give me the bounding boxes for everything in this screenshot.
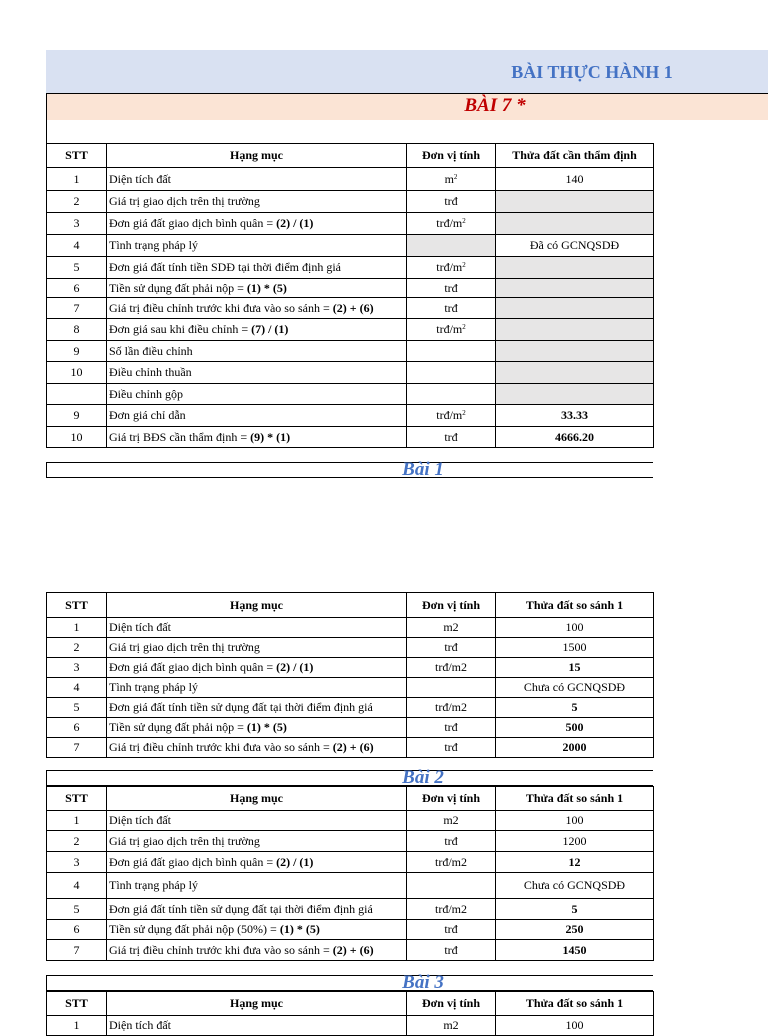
table-row xyxy=(47,940,654,961)
section-label-bai3: Bài 3 xyxy=(402,972,444,993)
item-text: Diện tích đất xyxy=(109,171,171,186)
row-value: 1200 xyxy=(496,831,654,852)
row-item xyxy=(107,298,407,319)
header-unit: Đơn vị tính xyxy=(407,593,496,618)
item-formula: (2) + (6) xyxy=(332,942,374,957)
header-stt: STT xyxy=(47,787,107,811)
item-formula: (9) * (1) xyxy=(250,429,291,444)
unit-text: trđ xyxy=(444,942,458,957)
item-text: Số lần điều chỉnh xyxy=(109,343,193,358)
header-value: Thửa đất so sánh 1 xyxy=(496,593,654,618)
row-value: 2000 xyxy=(496,738,654,758)
row-stt: 10 xyxy=(47,362,107,384)
row-item xyxy=(107,718,407,738)
row-item xyxy=(107,738,407,758)
item-text: Giá trị giao dịch trên thị trường xyxy=(109,640,260,654)
row-stt: 6 xyxy=(47,920,107,940)
row-stt: 9 xyxy=(47,341,107,362)
row-value: 100 xyxy=(496,618,654,638)
item-text: Tình trạng pháp lý xyxy=(109,238,198,252)
item-formula: (1) * (5) xyxy=(279,922,320,936)
table-row xyxy=(47,384,654,405)
table-row xyxy=(47,427,654,448)
row-item xyxy=(107,362,407,384)
row-unit xyxy=(407,298,496,319)
row-value: 100 xyxy=(496,1016,654,1036)
row-item xyxy=(107,852,407,873)
row-item xyxy=(107,405,407,427)
row-item xyxy=(107,920,407,940)
row-unit xyxy=(407,638,496,658)
row-item xyxy=(107,618,407,638)
unit-text: trđ/m2 xyxy=(435,854,467,869)
row-value xyxy=(496,213,654,235)
row-item xyxy=(107,235,407,257)
table-row xyxy=(47,618,654,638)
unit-text: trđ xyxy=(444,300,458,315)
item-formula: (2) + (6) xyxy=(332,740,374,754)
table-row xyxy=(47,738,654,758)
row-value xyxy=(496,279,654,298)
row-value: Chưa có GCNQSDĐ xyxy=(496,678,654,698)
unit-text: trđ/m2 xyxy=(435,901,467,916)
unit-text: trđ xyxy=(444,280,458,295)
row-value: 33.33 xyxy=(496,405,654,427)
item-text: Giá trị giao dịch trên thị trường xyxy=(109,833,260,848)
item-text: Đơn giá đất giao dịch bình quân = xyxy=(109,660,277,674)
row-item xyxy=(107,831,407,852)
header-value: Thửa đất so sánh 1 xyxy=(496,992,654,1016)
section-label-bai1: Bài 1 xyxy=(402,459,444,480)
item-formula: (7) / (1) xyxy=(251,322,289,336)
unit-text: m2 xyxy=(443,813,459,827)
row-unit xyxy=(407,678,496,698)
unit-superscript: 2 xyxy=(462,217,466,225)
row-value xyxy=(496,362,654,384)
table-header-row xyxy=(47,144,654,168)
row-stt: 1 xyxy=(47,618,107,638)
row-stt: 7 xyxy=(47,940,107,961)
row-value: 100 xyxy=(496,811,654,831)
table-row xyxy=(47,235,654,257)
row-stt: 1 xyxy=(47,168,107,191)
row-value xyxy=(496,384,654,405)
row-item xyxy=(107,698,407,718)
row-unit xyxy=(407,257,496,279)
header-stt: STT xyxy=(47,593,107,618)
row-stt: 5 xyxy=(47,257,107,279)
row-stt: 7 xyxy=(47,298,107,319)
row-item xyxy=(107,940,407,961)
unit-text: m2 xyxy=(443,1018,459,1032)
row-item xyxy=(107,341,407,362)
row-value: Đã có GCNQSDĐ xyxy=(496,235,654,257)
row-item xyxy=(107,899,407,920)
unit-text: m2 xyxy=(443,620,459,634)
row-stt: 4 xyxy=(47,678,107,698)
item-formula: (2) / (1) xyxy=(276,854,314,869)
header-item: Hạng mục xyxy=(107,992,407,1016)
unit-text: trđ/m xyxy=(436,216,463,230)
item-text: Đơn giá sau khi điều chỉnh = xyxy=(109,322,252,336)
unit-text: trđ/m2 xyxy=(435,660,467,674)
table-row xyxy=(47,279,654,298)
unit-text: trđ xyxy=(444,640,458,654)
table-row xyxy=(47,168,654,191)
row-item xyxy=(107,811,407,831)
table-row xyxy=(47,873,654,899)
table-row xyxy=(47,718,654,738)
item-text: Giá trị điều chỉnh trước khi đưa vào so sánh = xyxy=(109,740,333,754)
item-text: Điều chỉnh thuần xyxy=(109,365,192,379)
item-text: Đơn giá đất giao dịch bình quân = xyxy=(109,854,277,869)
row-unit xyxy=(407,718,496,738)
blank-row xyxy=(46,120,653,143)
row-item xyxy=(107,257,407,279)
row-unit xyxy=(407,618,496,638)
row-value: 5 xyxy=(496,899,654,920)
table-header-row xyxy=(47,593,654,618)
row-stt: 2 xyxy=(47,191,107,213)
row-unit xyxy=(407,213,496,235)
unit-text: trđ xyxy=(444,429,458,444)
row-unit xyxy=(407,920,496,940)
unit-superscript: 2 xyxy=(462,261,466,269)
unit-text: trđ/m2 xyxy=(435,700,467,714)
table-row xyxy=(47,920,654,940)
row-unit xyxy=(407,362,496,384)
row-stt: 5 xyxy=(47,698,107,718)
header-unit: Đơn vị tính xyxy=(407,144,496,168)
unit-text: trđ xyxy=(444,740,458,754)
row-value: 12 xyxy=(496,852,654,873)
row-stt: 6 xyxy=(47,718,107,738)
table-row xyxy=(47,658,654,678)
row-unit xyxy=(407,899,496,920)
row-stt: 4 xyxy=(47,873,107,899)
item-text: Đơn giá đất tính tiền sử dụng đất tại thời điểm định giá xyxy=(109,901,373,916)
row-stt: 10 xyxy=(47,427,107,448)
comparison-table-bai1 xyxy=(46,592,654,758)
row-unit xyxy=(407,341,496,362)
row-stt: 8 xyxy=(47,319,107,341)
row-value: 5 xyxy=(496,698,654,718)
table-row xyxy=(47,698,654,718)
comparison-table-bai3 xyxy=(46,991,654,1036)
item-formula: (1) * (5) xyxy=(246,720,287,734)
row-item xyxy=(107,427,407,448)
row-unit xyxy=(407,191,496,213)
row-stt: 5 xyxy=(47,899,107,920)
table-row xyxy=(47,341,654,362)
row-item xyxy=(107,168,407,191)
table-row xyxy=(47,831,654,852)
comparison-table-bai2 xyxy=(46,786,654,961)
table-row xyxy=(47,298,654,319)
row-unit xyxy=(407,235,496,257)
row-unit xyxy=(407,873,496,899)
table-row xyxy=(47,1016,654,1036)
item-formula: (2) / (1) xyxy=(276,216,314,230)
header-item: Hạng mục xyxy=(107,144,407,168)
header-stt: STT xyxy=(47,144,107,168)
header-item: Hạng mục xyxy=(107,787,407,811)
unit-text: trđ xyxy=(444,922,458,936)
row-unit xyxy=(407,168,496,191)
row-stt: 1 xyxy=(47,1016,107,1036)
table-header-row xyxy=(47,992,654,1016)
row-unit xyxy=(407,811,496,831)
row-item xyxy=(107,658,407,678)
item-text: Giá trị điều chỉnh trước khi đưa vào so sánh = xyxy=(109,300,333,315)
row-unit xyxy=(407,698,496,718)
item-text: Đơn giá đất tính tiền sử dụng đất tại thời điểm định giá xyxy=(109,700,373,714)
unit-text: trđ/m xyxy=(436,322,463,336)
row-stt: 3 xyxy=(47,658,107,678)
row-value xyxy=(496,341,654,362)
item-formula: (1) * (5) xyxy=(246,280,287,295)
row-stt: 7 xyxy=(47,738,107,758)
table-row xyxy=(47,191,654,213)
item-text: Giá trị giao dịch trên thị trường xyxy=(109,194,260,208)
row-item xyxy=(107,279,407,298)
row-item xyxy=(107,1016,407,1036)
row-value xyxy=(496,257,654,279)
row-item xyxy=(107,873,407,899)
row-stt: 2 xyxy=(47,638,107,658)
unit-text: trđ xyxy=(444,720,458,734)
row-value xyxy=(496,191,654,213)
unit-text: trđ/m xyxy=(436,408,463,422)
row-value: 250 xyxy=(496,920,654,940)
table-row xyxy=(47,362,654,384)
row-stt: 6 xyxy=(47,279,107,298)
unit-text: trđ xyxy=(444,833,458,848)
item-text: Điều chỉnh gộp xyxy=(109,386,183,401)
table-row xyxy=(47,852,654,873)
item-text: Giá trị BĐS cần thẩm định = xyxy=(109,429,251,444)
header-item: Hạng mục xyxy=(107,593,407,618)
row-unit xyxy=(407,384,496,405)
item-text: Tình trạng pháp lý xyxy=(109,680,198,694)
table-row xyxy=(47,678,654,698)
item-text: Giá trị điều chỉnh trước khi đưa vào so sánh = xyxy=(109,942,333,957)
item-text: Tiền sử dụng đất phải nộp = xyxy=(109,720,247,734)
item-text: Diện tích đất xyxy=(109,620,171,634)
row-stt: 2 xyxy=(47,831,107,852)
row-value: 140 xyxy=(496,168,654,191)
table-header-row xyxy=(47,787,654,811)
row-stt xyxy=(47,384,107,405)
header-value: Thửa đất so sánh 1 xyxy=(496,787,654,811)
row-stt: 4 xyxy=(47,235,107,257)
appraisal-table xyxy=(46,143,654,448)
row-stt: 3 xyxy=(47,852,107,873)
row-stt: 1 xyxy=(47,811,107,831)
item-text: Tình trạng pháp lý xyxy=(109,878,198,892)
section-label-bai2: Bài 2 xyxy=(402,767,444,788)
unit-superscript: 2 xyxy=(462,323,466,331)
unit-text: m xyxy=(444,171,454,186)
item-text: Đơn giá đất giao dịch bình quân = xyxy=(109,216,277,230)
row-unit xyxy=(407,831,496,852)
unit-superscript: 2 xyxy=(453,172,458,181)
row-value: 1450 xyxy=(496,940,654,961)
row-item xyxy=(107,319,407,341)
row-item xyxy=(107,213,407,235)
row-value: 1500 xyxy=(496,638,654,658)
table-row xyxy=(47,257,654,279)
header-value: Thửa đất cần thẩm định xyxy=(496,144,654,168)
row-unit xyxy=(407,940,496,961)
row-item xyxy=(107,191,407,213)
row-unit xyxy=(407,427,496,448)
item-text: Đơn giá đất tính tiền SDĐ tại thời điểm định giá xyxy=(109,260,341,274)
header-stt: STT xyxy=(47,992,107,1016)
table-row xyxy=(47,899,654,920)
table-row xyxy=(47,811,654,831)
header-unit: Đơn vị tính xyxy=(407,992,496,1016)
row-value: 4666.20 xyxy=(496,427,654,448)
row-unit xyxy=(407,852,496,873)
row-value xyxy=(496,298,654,319)
unit-superscript: 2 xyxy=(462,409,466,417)
table-row xyxy=(47,319,654,341)
table-row xyxy=(47,638,654,658)
row-value: Chưa có GCNQSDĐ xyxy=(496,873,654,899)
item-formula: (2) / (1) xyxy=(276,660,314,674)
row-unit xyxy=(407,405,496,427)
row-stt: 3 xyxy=(47,213,107,235)
table-row xyxy=(47,213,654,235)
row-unit xyxy=(407,279,496,298)
item-text: Diện tích đất xyxy=(109,1018,171,1032)
row-item xyxy=(107,384,407,405)
row-stt: 9 xyxy=(47,405,107,427)
unit-text: trđ xyxy=(444,194,458,208)
item-text: Tiền sử dụng đất phải nộp = xyxy=(109,280,247,295)
item-text: Tiền sử dụng đất phải nộp (50%) = xyxy=(109,922,280,936)
row-item xyxy=(107,678,407,698)
row-value xyxy=(496,319,654,341)
row-value: 15 xyxy=(496,658,654,678)
exercise-subtitle: BÀI 7 * xyxy=(464,95,526,116)
item-text: Diện tích đất xyxy=(109,813,171,827)
item-text: Đơn giá chỉ dẫn xyxy=(109,408,186,422)
row-item xyxy=(107,638,407,658)
unit-text: trđ/m xyxy=(436,260,463,274)
row-value: 500 xyxy=(496,718,654,738)
row-unit xyxy=(407,319,496,341)
table-row xyxy=(47,405,654,427)
row-unit xyxy=(407,738,496,758)
header-unit: Đơn vị tính xyxy=(407,787,496,811)
page-title: BÀI THỰC HÀNH 1 xyxy=(511,62,673,82)
item-formula: (2) + (6) xyxy=(332,300,374,315)
row-unit xyxy=(407,1016,496,1036)
row-unit xyxy=(407,658,496,678)
